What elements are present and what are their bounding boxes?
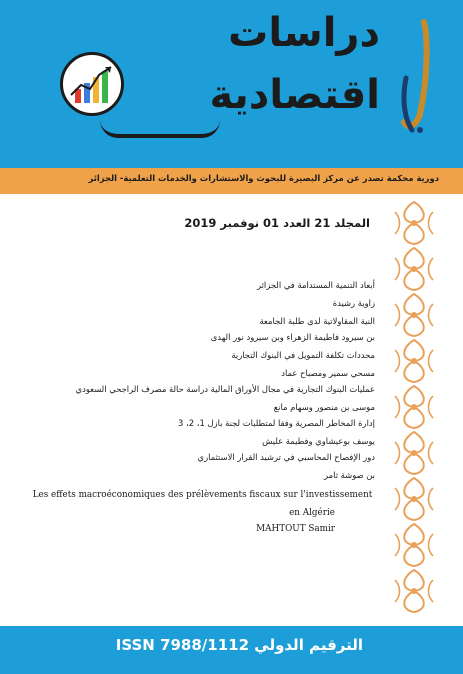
calligraphy-emblem-icon: [398, 18, 434, 138]
volume-issue-line: المجلد 21 العدد 01 نوفمبر 2019: [184, 216, 370, 230]
journal-title-line2: اقتصادية: [209, 72, 380, 118]
latin-article-title-cont: en Algérie: [289, 508, 335, 518]
issn-number: ISSN 7988/1112 الترقيم الدولي: [115, 636, 363, 654]
toc-title: عمليات البنوك التجارية في مجال الأوراق المالية دراسة حالة مصرف الراجحي السعودي: [75, 384, 375, 394]
toc-author: بن سيرود فاطيمة الزهراء وبن سيرود نور الهدى: [210, 332, 375, 342]
chart-logo-icon: [60, 52, 124, 116]
title-swoosh: [100, 120, 220, 138]
toc-title: دور الإفصاح المحاسبي في ترشيد القرار الاستثماري: [197, 452, 375, 462]
toc-title: أبعاد التنمية المستدامة في الجزائر: [256, 280, 375, 290]
ornament-border-icon: [391, 200, 437, 614]
toc-title: إدارة المخاطر المصرية وفقا لمتطلبات لجنة بازل 1، 2، 3: [178, 418, 375, 428]
toc-author: مسحي سمير ومصباح عماد: [281, 368, 375, 378]
toc-title: محددات تكلفة التمويل في البنوك التجارية: [231, 350, 375, 360]
journal-title-line1: دراسات: [228, 10, 380, 56]
toc-author: موسى بن منصور وسهام مانع: [273, 402, 375, 412]
toc-author: بن صوشة ثامر: [324, 470, 375, 480]
toc-author: يوسف بوعيشاوي وفطيمة عليش: [262, 436, 375, 446]
journal-subtitle: دورية محكمة تصدر عن مركز البصيرة للبحوث والاستشارات والخدمات التعلمية- الجزائر: [88, 173, 439, 183]
cover-header: [0, 0, 463, 168]
latin-article-author: MAHTOUT Samir: [256, 524, 335, 534]
toc-author: زاوية رشيدة: [332, 298, 375, 308]
toc-title: النية المقاولاتية لدى طلبة الجامعة: [259, 316, 375, 326]
latin-article-title: Les effets macroéconomiques des prélèvements fiscaux sur l'investissement: [32, 490, 373, 500]
